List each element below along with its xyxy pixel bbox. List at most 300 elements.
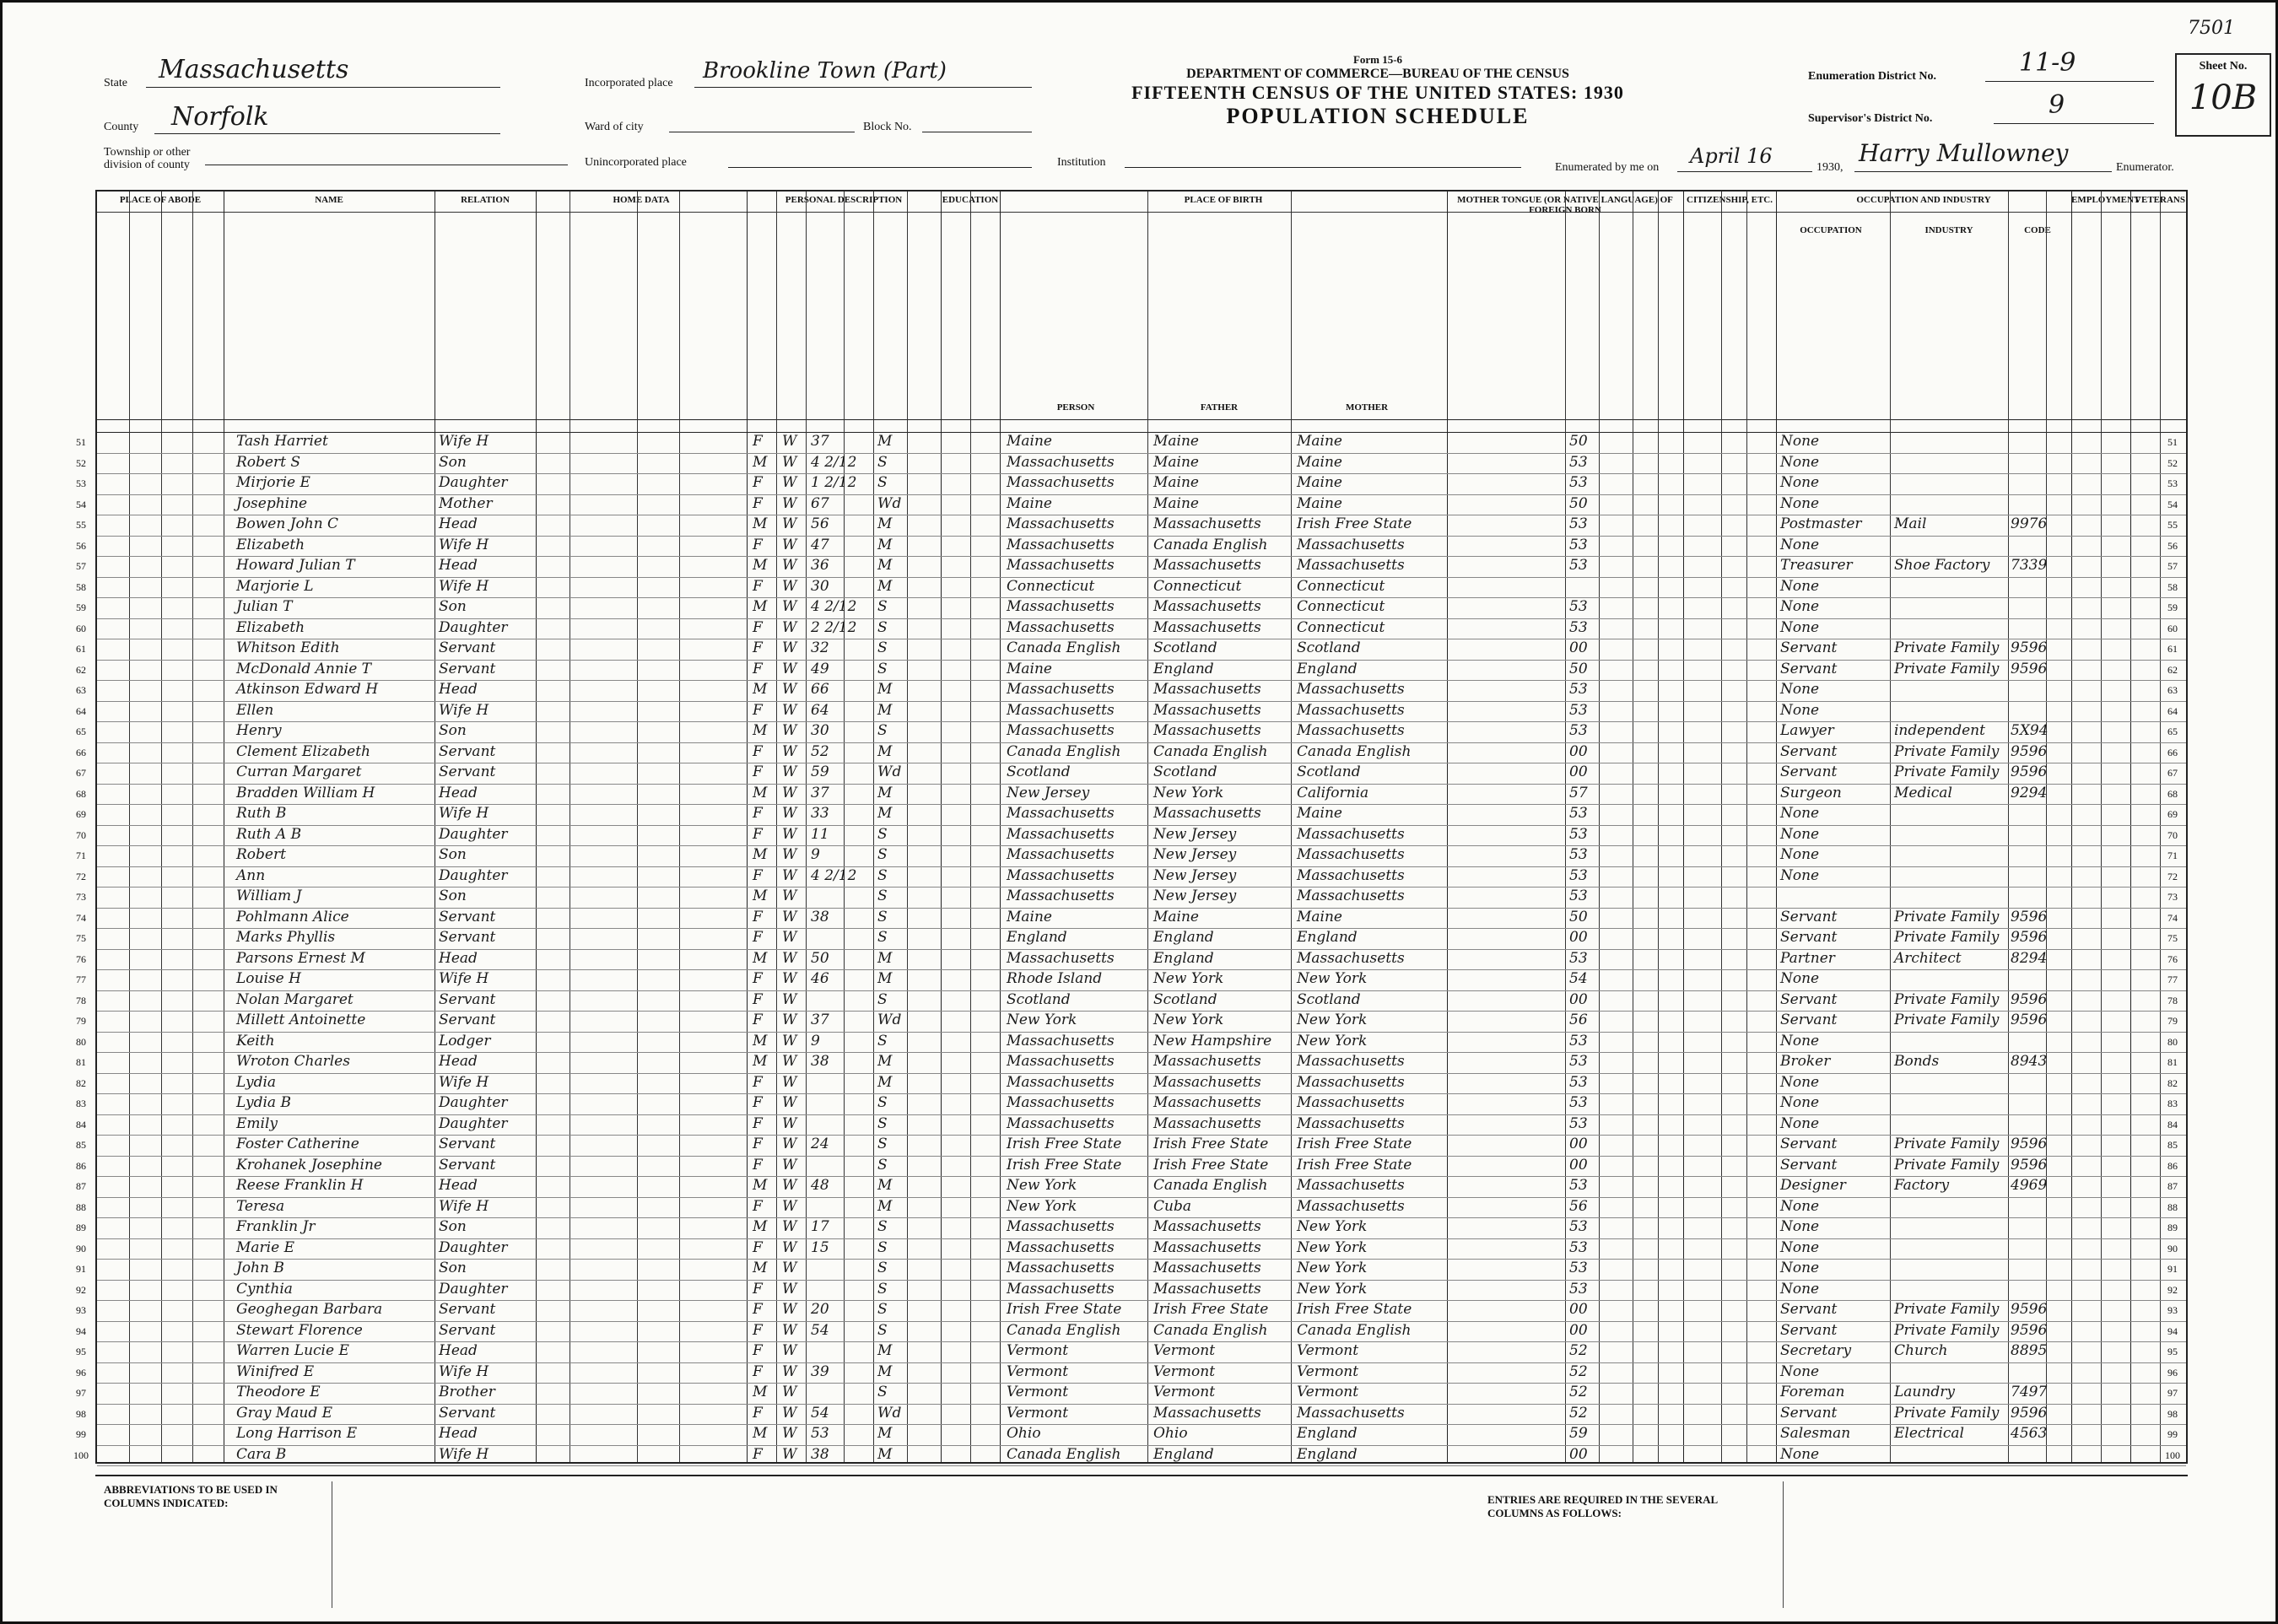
cell-father: Ohio	[1153, 1425, 1188, 1442]
cell-sex: F	[753, 742, 763, 760]
line-number-left: 80	[76, 1035, 86, 1048]
cell-ocode: 4969	[2011, 1177, 2048, 1194]
cell-occ: None	[1780, 825, 1820, 843]
line-number-left: 57	[76, 560, 86, 572]
line-number-left: 95	[76, 1346, 86, 1357]
cell-name: Tash Harriet	[236, 433, 328, 450]
cell-ms: M	[877, 1342, 893, 1359]
cell-sex: F	[753, 1445, 763, 1463]
cell-rel: Servant	[439, 908, 496, 925]
cell-birth: Massachusetts	[1007, 536, 1115, 553]
cell-ind: Electrical	[1894, 1425, 1964, 1442]
cell-name: Bradden William H	[236, 784, 375, 801]
incorporated-value: Brookline Town (Part)	[703, 58, 947, 84]
cell-occ: None	[1780, 701, 1820, 719]
cell-name: Howard Julian T	[236, 557, 355, 574]
cell-name: Marks Phyllis	[236, 929, 336, 946]
cell-ocode: 9596	[2011, 990, 2048, 1008]
cell-occ: None	[1780, 494, 1820, 512]
cell-ms: M	[877, 515, 893, 532]
cell-ms: S	[877, 598, 888, 615]
cell-father: Canada English	[1153, 1177, 1268, 1194]
cell-occ: None	[1780, 970, 1820, 987]
cell-father: New York	[1153, 784, 1224, 801]
cell-father: Massachusetts	[1153, 1073, 1261, 1091]
cell-name: Julian T	[236, 598, 293, 615]
enum-district-label: Enumeration District No.	[1808, 70, 1937, 83]
cell-race: W	[782, 722, 797, 739]
line-number-right: 94	[2167, 1325, 2178, 1337]
cell-birth: Connecticut	[1007, 577, 1095, 595]
cell-father: Massachusetts	[1153, 515, 1261, 532]
line-number-right: 88	[2167, 1200, 2178, 1213]
cell-occ: Foreman	[1780, 1384, 1845, 1400]
line-number-left: 54	[76, 498, 86, 510]
cell-race: W	[782, 825, 797, 843]
cell-name: Millett Antoinette	[236, 1012, 366, 1028]
line-number-right: 58	[2167, 580, 2178, 593]
line-number-left: 86	[76, 1159, 86, 1172]
line-number-right: 60	[2167, 622, 2178, 634]
cell-race: W	[782, 763, 797, 780]
cell-race: W	[782, 1425, 797, 1442]
line-number-right: 72	[2167, 870, 2178, 882]
cell-occ: Designer	[1780, 1177, 1846, 1194]
sheet-box	[2175, 53, 2271, 137]
cell-age: 39	[811, 1362, 829, 1380]
line-number-right: 85	[2167, 1139, 2178, 1151]
cell-mother: England	[1297, 660, 1358, 677]
township-label: Township or other division of county	[104, 146, 191, 171]
cell-mother: New York	[1297, 1032, 1368, 1049]
cell-mother: Connecticut	[1297, 598, 1385, 615]
cell-birth: Canada English	[1007, 1321, 1121, 1339]
line-number-right: 74	[2167, 911, 2178, 924]
cell-occ: None	[1780, 805, 1820, 822]
cell-birth: New Jersey	[1007, 784, 1090, 801]
cell-mother: Maine	[1297, 453, 1342, 471]
cell-name: Wroton Charles	[236, 1053, 350, 1070]
cell-birth: Vermont	[1007, 1342, 1069, 1359]
line-number-right: 99	[2167, 1428, 2178, 1440]
cell-rel: Daughter	[439, 618, 508, 636]
cell-sex: F	[753, 908, 763, 925]
cell-race: W	[782, 577, 797, 595]
cell-age: 15	[811, 1238, 829, 1256]
census-table	[73, 190, 2188, 1464]
cell-occ: None	[1780, 1032, 1820, 1049]
cell-sex: F	[753, 639, 763, 656]
cell-birth: Massachusetts	[1007, 1280, 1115, 1298]
cell-mother: Connecticut	[1297, 577, 1385, 595]
line-number-left: 60	[76, 622, 86, 634]
line-number-right: 95	[2167, 1346, 2178, 1357]
cell-race: W	[782, 453, 797, 471]
cell-father: Vermont	[1153, 1384, 1216, 1400]
cell-birth: Vermont	[1007, 1384, 1069, 1400]
line-number-right: 56	[2167, 539, 2178, 552]
cell-age: 48	[811, 1177, 829, 1194]
cell-name: Warren Lucie E	[236, 1342, 349, 1359]
cell-ind: independent	[1894, 722, 1985, 739]
enumerated-label: Enumerated by me on	[1555, 161, 1660, 174]
cell-name: Krohanek Josephine	[236, 1156, 382, 1173]
stamp-number: 7501	[2188, 18, 2235, 39]
cell-ind: Private Family	[1894, 660, 2000, 677]
cell-birth: Massachusetts	[1007, 557, 1115, 574]
line-number-right: 55	[2167, 519, 2178, 531]
cell-sex: F	[753, 1156, 763, 1173]
cell-rel: Daughter	[439, 1238, 508, 1256]
cell-occ: Secretary	[1780, 1342, 1852, 1359]
cell-name: Robert S	[236, 453, 300, 471]
incorporated-label: Incorporated place	[585, 77, 673, 89]
cell-race: W	[782, 929, 797, 946]
cell-age: 54	[811, 1321, 829, 1339]
cell-sex: M	[753, 598, 768, 615]
cell-birth: Massachusetts	[1007, 618, 1115, 636]
cell-code: 50	[1569, 433, 1588, 450]
cell-sex: M	[753, 1384, 768, 1400]
cell-race: W	[782, 433, 797, 450]
line-number-right: 69	[2167, 808, 2178, 820]
cell-sex: F	[753, 536, 763, 553]
cell-rel: Daughter	[439, 866, 508, 884]
cell-name: Clement Elizabeth	[236, 742, 370, 760]
cell-ms: S	[877, 1156, 888, 1173]
cell-occ: None	[1780, 453, 1820, 471]
cell-race: W	[782, 1238, 797, 1256]
cell-occ: None	[1780, 681, 1820, 698]
cell-mother: England	[1297, 929, 1358, 946]
cell-occ: Servant	[1780, 742, 1838, 760]
cell-father: Cuba	[1153, 1197, 1191, 1215]
cell-occ: Servant	[1780, 1321, 1838, 1339]
cell-occ: None	[1780, 1197, 1820, 1215]
cell-rel: Servant	[439, 660, 496, 677]
enumerated-date: April 16	[1690, 144, 1773, 168]
cell-race: W	[782, 474, 797, 491]
group-name: NAME	[315, 195, 343, 205]
cell-occ: None	[1780, 433, 1820, 450]
cell-mother: Massachusetts	[1297, 1404, 1405, 1422]
cell-sex: F	[753, 494, 763, 512]
cell-ind: Private Family	[1894, 908, 2000, 925]
cell-ms: S	[877, 1114, 888, 1132]
cell-father: Massachusetts	[1153, 805, 1261, 822]
cell-code: 00	[1569, 639, 1588, 656]
cell-name: Emily	[236, 1114, 278, 1132]
cell-father: Massachusetts	[1153, 598, 1261, 615]
cell-ms: S	[877, 1218, 888, 1235]
cell-code: 53	[1569, 1218, 1588, 1235]
cell-rel: Head	[439, 681, 478, 698]
cell-father: Massachusetts	[1153, 1053, 1261, 1070]
cell-sex: F	[753, 577, 763, 595]
cell-sex: M	[753, 515, 768, 532]
line-number-left: 59	[76, 602, 86, 613]
cell-name: Marjorie L	[236, 577, 314, 595]
cell-name: Lydia B	[236, 1094, 291, 1111]
cell-code: 50	[1569, 494, 1588, 512]
cell-age: 64	[811, 701, 829, 719]
cell-name: McDonald Annie T	[236, 660, 372, 677]
cell-sex: F	[753, 990, 763, 1008]
line-number-right: 83	[2167, 1098, 2178, 1109]
cell-occ: None	[1780, 1445, 1820, 1463]
cell-code: 59	[1569, 1425, 1588, 1442]
cell-name: Pohlmann Alice	[236, 908, 349, 925]
cell-rel: Head	[439, 1177, 478, 1194]
entries-title: ENTRIES ARE REQUIRED IN THE SEVERAL COLUMNS AS FOLLOWS:	[1487, 1493, 1718, 1519]
cell-ms: M	[877, 805, 893, 822]
cell-sex: F	[753, 618, 763, 636]
cell-code: 53	[1569, 805, 1588, 822]
cell-ms: M	[877, 681, 893, 698]
cell-race: W	[782, 1342, 797, 1359]
cell-ms: M	[877, 1073, 893, 1091]
cell-sex: F	[753, 660, 763, 677]
line-number-right: 57	[2167, 560, 2178, 572]
cell-mother: Irish Free State	[1297, 1156, 1412, 1173]
group-occupation: OCCUPATION AND INDUSTRY	[1856, 195, 1991, 205]
line-number-left: 64	[76, 704, 86, 717]
cell-father: Massachusetts	[1153, 1404, 1261, 1422]
line-number-left: 77	[76, 974, 86, 985]
cell-father: Irish Free State	[1153, 1301, 1269, 1318]
group-home: HOME DATA	[613, 195, 670, 205]
cell-age: 37	[811, 784, 829, 801]
cell-sex: F	[753, 866, 763, 884]
line-number-left: 90	[76, 1242, 86, 1254]
cell-mother: Massachusetts	[1297, 701, 1405, 719]
cell-occ: None	[1780, 1073, 1820, 1091]
cell-sex: M	[753, 1425, 768, 1442]
cell-mother: Massachusetts	[1297, 1177, 1405, 1194]
cell-father: New Hampshire	[1153, 1032, 1272, 1049]
cell-race: W	[782, 742, 797, 760]
line-number-left: 92	[76, 1283, 86, 1296]
cell-rel: Servant	[439, 1136, 496, 1152]
cell-code: 53	[1569, 1073, 1588, 1091]
cell-rel: Servant	[439, 929, 496, 946]
cell-name: Louise H	[236, 970, 301, 987]
cell-race: W	[782, 1321, 797, 1339]
line-number-right: 87	[2167, 1180, 2178, 1192]
cell-birth: New York	[1007, 1177, 1077, 1194]
cell-sex: M	[753, 784, 768, 801]
cell-race: W	[782, 908, 797, 925]
cell-birth: Maine	[1007, 660, 1052, 677]
cell-age: 33	[811, 805, 829, 822]
line-number-right: 82	[2167, 1076, 2178, 1089]
line-number-right: 65	[2167, 726, 2178, 737]
cell-occ: None	[1780, 1218, 1820, 1235]
cell-ms: S	[877, 618, 888, 636]
cell-race: W	[782, 1301, 797, 1318]
cell-age: 37	[811, 433, 829, 450]
cell-ind: Bonds	[1894, 1053, 1940, 1070]
cell-birth: Massachusetts	[1007, 453, 1115, 471]
cell-code: 56	[1569, 1012, 1588, 1028]
line-number-left: 97	[76, 1387, 86, 1399]
line-number-left: 88	[76, 1200, 86, 1213]
cell-ocode: 9976	[2011, 515, 2048, 532]
cell-code: 00	[1569, 742, 1588, 760]
cell-age: 4 2/12	[811, 866, 857, 884]
cell-ind: Mail	[1894, 515, 1927, 532]
cell-race: W	[782, 888, 797, 904]
cell-code: 53	[1569, 1053, 1588, 1070]
cell-sex: M	[753, 722, 768, 739]
cell-age: 20	[811, 1301, 829, 1318]
cell-occ: Servant	[1780, 1301, 1838, 1318]
cell-father: Maine	[1153, 453, 1199, 471]
cell-ocode: 9596	[2011, 1156, 2048, 1173]
state-value: Massachusetts	[159, 55, 349, 84]
enumerator-label: Enumerator.	[2116, 161, 2174, 174]
cell-ind: Private Family	[1894, 1404, 2000, 1422]
cell-sex: M	[753, 846, 768, 863]
cell-rel: Servant	[439, 742, 496, 760]
cell-birth: Massachusetts	[1007, 598, 1115, 615]
line-number-left: 81	[76, 1056, 86, 1068]
cell-ind: Private Family	[1894, 639, 2000, 656]
line-number-right: 73	[2167, 891, 2178, 903]
cell-birth: New York	[1007, 1197, 1077, 1215]
cell-mother: Massachusetts	[1297, 557, 1405, 574]
county-value: Norfolk	[171, 102, 269, 132]
cell-rel: Head	[439, 1425, 478, 1442]
cell-birth: Irish Free State	[1007, 1301, 1122, 1318]
cell-occ: Servant	[1780, 1404, 1838, 1422]
cell-code: 00	[1569, 1301, 1588, 1318]
cell-sex: F	[753, 825, 763, 843]
cell-ms: M	[877, 742, 893, 760]
line-number-right: 91	[2167, 1263, 2178, 1275]
line-number-left: 65	[76, 726, 86, 737]
cell-ind: Private Family	[1894, 1012, 2000, 1028]
cell-ms: M	[877, 1053, 893, 1070]
cell-father: New York	[1153, 1012, 1224, 1028]
cell-rel: Wife H	[439, 1197, 489, 1215]
group-personal: PERSONAL DESCRIPTION	[785, 195, 903, 205]
cell-code: 53	[1569, 1238, 1588, 1256]
cell-sex: F	[753, 1073, 763, 1091]
cell-mother: Maine	[1297, 474, 1342, 491]
cell-father: England	[1153, 660, 1214, 677]
cell-age: 46	[811, 970, 829, 987]
cell-race: W	[782, 1218, 797, 1235]
line-number-left: 82	[76, 1076, 86, 1089]
line-number-left: 91	[76, 1263, 86, 1275]
cell-sex: M	[753, 453, 768, 471]
cell-ms: S	[877, 929, 888, 946]
cell-name: Parsons Ernest M	[236, 949, 365, 967]
cell-occ: Servant	[1780, 1136, 1838, 1152]
cell-father: Scotland	[1153, 639, 1217, 656]
line-number-left: 62	[76, 663, 86, 676]
line-number-left: 71	[76, 850, 86, 861]
cell-sex: F	[753, 433, 763, 450]
cell-ms: S	[877, 1094, 888, 1111]
cell-occ: None	[1780, 1114, 1820, 1132]
cell-name: Geoghegan Barbara	[236, 1301, 383, 1318]
cell-ms: S	[877, 660, 888, 677]
line-number-right: 53	[2167, 477, 2178, 489]
cell-ocode: 4563	[2011, 1425, 2048, 1442]
cell-ms: M	[877, 536, 893, 553]
cell-ms: S	[877, 846, 888, 863]
cell-sex: M	[753, 1032, 768, 1049]
cell-father: Massachusetts	[1153, 1094, 1261, 1111]
cell-name: Cynthia	[236, 1280, 293, 1298]
cell-birth: Massachusetts	[1007, 515, 1115, 532]
cell-occ: Servant	[1780, 929, 1838, 946]
line-number-right: 68	[2167, 787, 2178, 800]
cell-ind: Church	[1894, 1342, 1948, 1359]
cell-age: 67	[811, 494, 829, 512]
cell-father: Vermont	[1153, 1342, 1216, 1359]
cell-occ: None	[1780, 1238, 1820, 1256]
cell-father: Massachusetts	[1153, 618, 1261, 636]
cell-mother: Scotland	[1297, 763, 1361, 780]
cell-race: W	[782, 990, 797, 1008]
cell-ms: S	[877, 453, 888, 471]
cell-name: Robert	[236, 846, 286, 863]
cell-code: 53	[1569, 866, 1588, 884]
group-relation: RELATION	[461, 195, 510, 205]
cell-name: Mirjorie E	[236, 474, 310, 491]
line-number-right: 97	[2167, 1387, 2178, 1399]
cell-ocode: 8895	[2011, 1342, 2048, 1359]
cell-name: Elizabeth	[236, 618, 305, 636]
state-label: State	[104, 77, 127, 89]
cell-mother: Massachusetts	[1297, 949, 1405, 967]
line-number-right: 71	[2167, 850, 2178, 861]
cell-ind: Private Family	[1894, 990, 2000, 1008]
cell-sex: F	[753, 1012, 763, 1028]
cell-occ: Servant	[1780, 763, 1838, 780]
cell-father: New Jersey	[1153, 888, 1237, 904]
cell-code: 53	[1569, 474, 1588, 491]
line-number-left: 98	[76, 1407, 86, 1420]
cell-age: 24	[811, 1136, 829, 1152]
cell-ocode: 9596	[2011, 1012, 2048, 1028]
group-birth: PLACE OF BIRTH	[1184, 195, 1263, 205]
cell-name: Nolan Margaret	[236, 990, 354, 1008]
cell-mother: Maine	[1297, 494, 1342, 512]
cell-ind: Private Family	[1894, 1136, 2000, 1152]
cell-name: Franklin Jr	[236, 1218, 316, 1235]
line-number-left: 63	[76, 684, 86, 696]
line-number-left: 53	[76, 477, 86, 489]
cell-age: 54	[811, 1404, 829, 1422]
cell-father: Massachusetts	[1153, 722, 1261, 739]
cell-mother: Massachusetts	[1297, 846, 1405, 863]
cell-rel: Son	[439, 888, 467, 904]
cell-rel: Wife H	[439, 1445, 489, 1463]
cell-code: 52	[1569, 1362, 1588, 1380]
cell-race: W	[782, 1197, 797, 1215]
line-number-left: 100	[73, 1449, 89, 1461]
cell-sex: F	[753, 1094, 763, 1111]
cell-mother: Vermont	[1297, 1384, 1359, 1400]
cell-rel: Servant	[439, 990, 496, 1008]
cell-race: W	[782, 1404, 797, 1422]
cell-sex: F	[753, 1342, 763, 1359]
cell-age: 66	[811, 681, 829, 698]
